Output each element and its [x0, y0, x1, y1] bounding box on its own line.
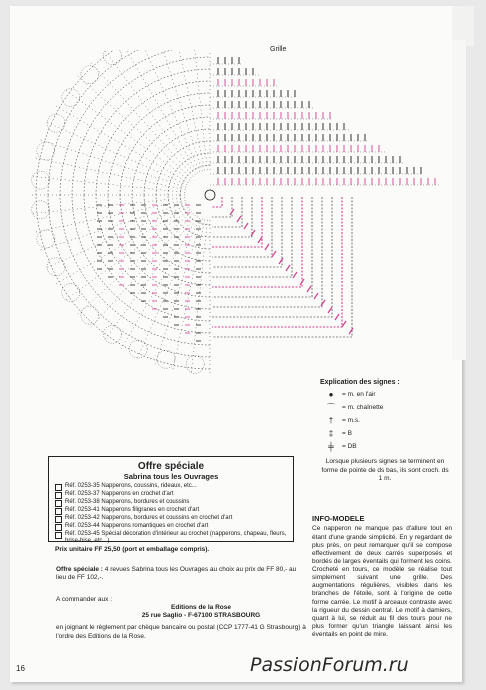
- offer-item[interactable]: [55, 491, 287, 499]
- fan-arc: [156, 195, 210, 249]
- fan-ray: [56, 208, 189, 285]
- info-title: INFO-MODELE: [312, 514, 365, 523]
- center-ring: [205, 190, 215, 200]
- checkbox[interactable]: [55, 508, 62, 515]
- offer-item[interactable]: [55, 523, 287, 531]
- scallop: [81, 306, 99, 324]
- cluster-mark: [251, 230, 255, 236]
- cluster-mark: [258, 237, 262, 243]
- fan-arc: [72, 195, 210, 333]
- fan-ray: [191, 220, 207, 372]
- scallop: [47, 258, 65, 276]
- fan-arc: [108, 195, 210, 297]
- order-intro: A commander aux :: [56, 596, 112, 603]
- checkbox[interactable]: [55, 500, 62, 507]
- scallop: [157, 350, 175, 368]
- fan-arc: [60, 195, 210, 345]
- legend-text: = m. chaînette: [342, 404, 384, 412]
- info-model: [312, 514, 452, 639]
- fan-arc: [144, 129, 210, 195]
- offer-item-label: Réf. 0253-38 Napperons, bordures et coussins: [65, 499, 190, 505]
- legend-row: [320, 389, 450, 402]
- fan-arc: [72, 57, 210, 195]
- offer-item[interactable]: [55, 483, 287, 491]
- scallop: [62, 88, 80, 106]
- info-text: Ce napperon ne manque pas d'allure tout en étant d'une grande simplicité. En y regardant de plus près, on peut remarquer qu'il se compose effectivement de deux carrés superposés et bordés de larges éventails qui forment les coins. Crocheté en tours, ce modèle se réalise tout simplement suivant une grille. Des augmentations régulières, visibles dans les branches de l'étoile, sont à l'origine de cette forme carrée. Le motif à arceaux contraste avec la rigueur du dessin central. Le motif à damiers, quant à lui, se réduit au fil des tours pour ne plus former qu'un triangle laissant ainsi les éventails en point de mire.: [312, 525, 452, 638]
- fan-ray: [66, 90, 190, 180]
- cluster-mark: [328, 307, 332, 313]
- scallop: [129, 340, 147, 358]
- scallop: [81, 66, 99, 84]
- legend-text: = m. en l'air: [342, 391, 376, 399]
- fan-arc: [132, 117, 210, 195]
- offer-item-label: Réf. 0253-41 Napperons filigranes en crochet d'art: [65, 507, 200, 513]
- fan-arc: [108, 93, 210, 195]
- legend-title: Explication des signes :: [320, 379, 400, 386]
- arc-icon: ⌒: [327, 403, 335, 413]
- square-border: [212, 197, 252, 237]
- legend-text: = m.s.: [342, 417, 360, 425]
- checkbox[interactable]: [55, 492, 62, 499]
- legend-row: [320, 415, 450, 428]
- offer-item[interactable]: [55, 531, 287, 545]
- square-border: [212, 197, 282, 267]
- square-border: [212, 197, 302, 287]
- checkbox[interactable]: [55, 516, 62, 523]
- fan-ray: [173, 219, 205, 369]
- single-stitch-icon: †: [328, 416, 334, 426]
- offer-item[interactable]: [55, 499, 287, 507]
- fan-arc: [168, 153, 210, 195]
- fan-ray: [78, 76, 192, 178]
- offer-item-label: Réf. 0253-37 Napperons en crochet d'art: [65, 491, 174, 497]
- fan-ray: [173, 50, 205, 171]
- fan-arc: [180, 165, 210, 195]
- fan-arc: [120, 195, 210, 285]
- order-company: Editions de la Rose: [171, 604, 231, 612]
- scallop: [37, 142, 55, 160]
- fan-ray: [138, 218, 200, 358]
- cluster-mark: [244, 223, 248, 229]
- db-stitch-icon: ╪: [328, 442, 334, 452]
- scallop: [103, 325, 121, 343]
- square-border: [212, 197, 322, 307]
- cluster-mark: [314, 293, 318, 299]
- square-border: [212, 197, 342, 327]
- fan-arc: [120, 105, 210, 195]
- offer-box: [48, 456, 294, 553]
- special-offer: [56, 566, 302, 582]
- fan-ray: [91, 214, 193, 328]
- legend-note: Lorsque plusieurs signes se terminent en forme de pointe de ds bas, ils sont croch. ds 1 m.: [321, 458, 449, 482]
- scallop: [47, 114, 65, 132]
- cluster-mark: [286, 265, 290, 271]
- cluster-mark: [300, 279, 304, 285]
- offer-item[interactable]: [55, 515, 287, 523]
- legend: [320, 378, 450, 483]
- cluster-mark: [335, 314, 339, 320]
- fan-arc: [96, 81, 210, 195]
- offer-item-label: Réf. 0253-42 Napperons, bordures et coussins en crochet d'art: [65, 515, 233, 521]
- watermark: PassionForum.ru: [250, 654, 409, 676]
- offer-title: Offre spéciale: [137, 461, 205, 472]
- cluster-mark: [342, 321, 346, 327]
- fan-ray: [105, 51, 195, 175]
- cluster-mark: [237, 216, 241, 222]
- fan-arc: [156, 141, 210, 195]
- b-stitch-icon: ‡: [328, 429, 334, 439]
- fan-arc: [96, 195, 210, 309]
- page-number: 16: [16, 664, 25, 673]
- checkbox[interactable]: [55, 532, 62, 539]
- cluster-mark: [321, 300, 325, 306]
- offer-item-label: Réf. 0253-45 Spécial décoration d'intérieur au crochet (napperons, chapeau, fleurs, brise-bise, etc...): [65, 531, 287, 544]
- grid-label: Grille: [270, 46, 287, 53]
- offer-price: Prix unitaire FF 25,50 (port et emballage compris).: [55, 545, 210, 553]
- cluster-mark: [349, 328, 353, 334]
- cluster-mark: [265, 244, 269, 250]
- scallop: [62, 284, 80, 302]
- cluster-mark: [307, 286, 311, 292]
- fan-ray: [105, 215, 195, 339]
- fan-ray: [91, 63, 193, 177]
- fan-ray: [47, 123, 187, 185]
- offer-item[interactable]: [55, 507, 287, 515]
- checkbox[interactable]: [55, 484, 62, 491]
- fan-arc: [48, 50, 210, 195]
- scallop: [37, 230, 55, 248]
- fan-arc: [180, 195, 210, 225]
- fan-ray: [78, 212, 192, 314]
- legend-row: [320, 441, 450, 454]
- order-note: en joignant le règlement par chèque bancaire ou postal (CCP 1777-41 G Strasbourg) à l'ordre des Editions de la Rose.: [56, 624, 306, 640]
- scallop: [103, 50, 121, 65]
- legend-row: [320, 428, 450, 441]
- dot-icon: ●: [328, 390, 334, 400]
- fan-ray: [36, 158, 186, 190]
- legend-text: = B: [342, 430, 352, 438]
- order-info: [56, 596, 306, 641]
- scallop: [32, 201, 50, 219]
- legend-text: = DB: [342, 443, 357, 451]
- scallop: [32, 171, 50, 189]
- fan-arc: [168, 195, 210, 237]
- cluster-mark: [230, 209, 234, 215]
- fan-ray: [66, 210, 190, 300]
- offer-subtitle: Sabrina tous les Ouvrages: [123, 472, 219, 481]
- special-offer-label: Offre spéciale :: [56, 566, 103, 573]
- offer-item-label: Réf. 0253-35 Napperons, coussins, rideaux, etc...: [65, 483, 197, 489]
- offer-item-label: Réf. 0253-44 Napperons romantiques en crochet d'art: [65, 523, 209, 529]
- fan-ray: [191, 50, 207, 170]
- fan-ray: [33, 176, 185, 192]
- fan-ray: [121, 217, 198, 350]
- fan-ray: [47, 205, 187, 267]
- cluster-mark: [293, 272, 297, 278]
- square-border: [212, 197, 242, 227]
- order-address: 25 rue Saglio - F-67100 STRASBOURG: [141, 612, 261, 620]
- checkbox[interactable]: [55, 524, 62, 531]
- scallop: [186, 355, 204, 373]
- fan-ray: [56, 106, 189, 183]
- square-border: [212, 197, 232, 217]
- cluster-mark: [279, 258, 283, 264]
- special-offer-text: 4 revues Sabrina tous les Ouvrages au choix au prix de FF 80,- au lieu de FF 102,-.: [56, 566, 297, 582]
- page-fold-edge: [452, 40, 466, 360]
- fan-ray: [121, 50, 198, 173]
- legend-row: [320, 402, 450, 415]
- cluster-mark: [272, 251, 276, 257]
